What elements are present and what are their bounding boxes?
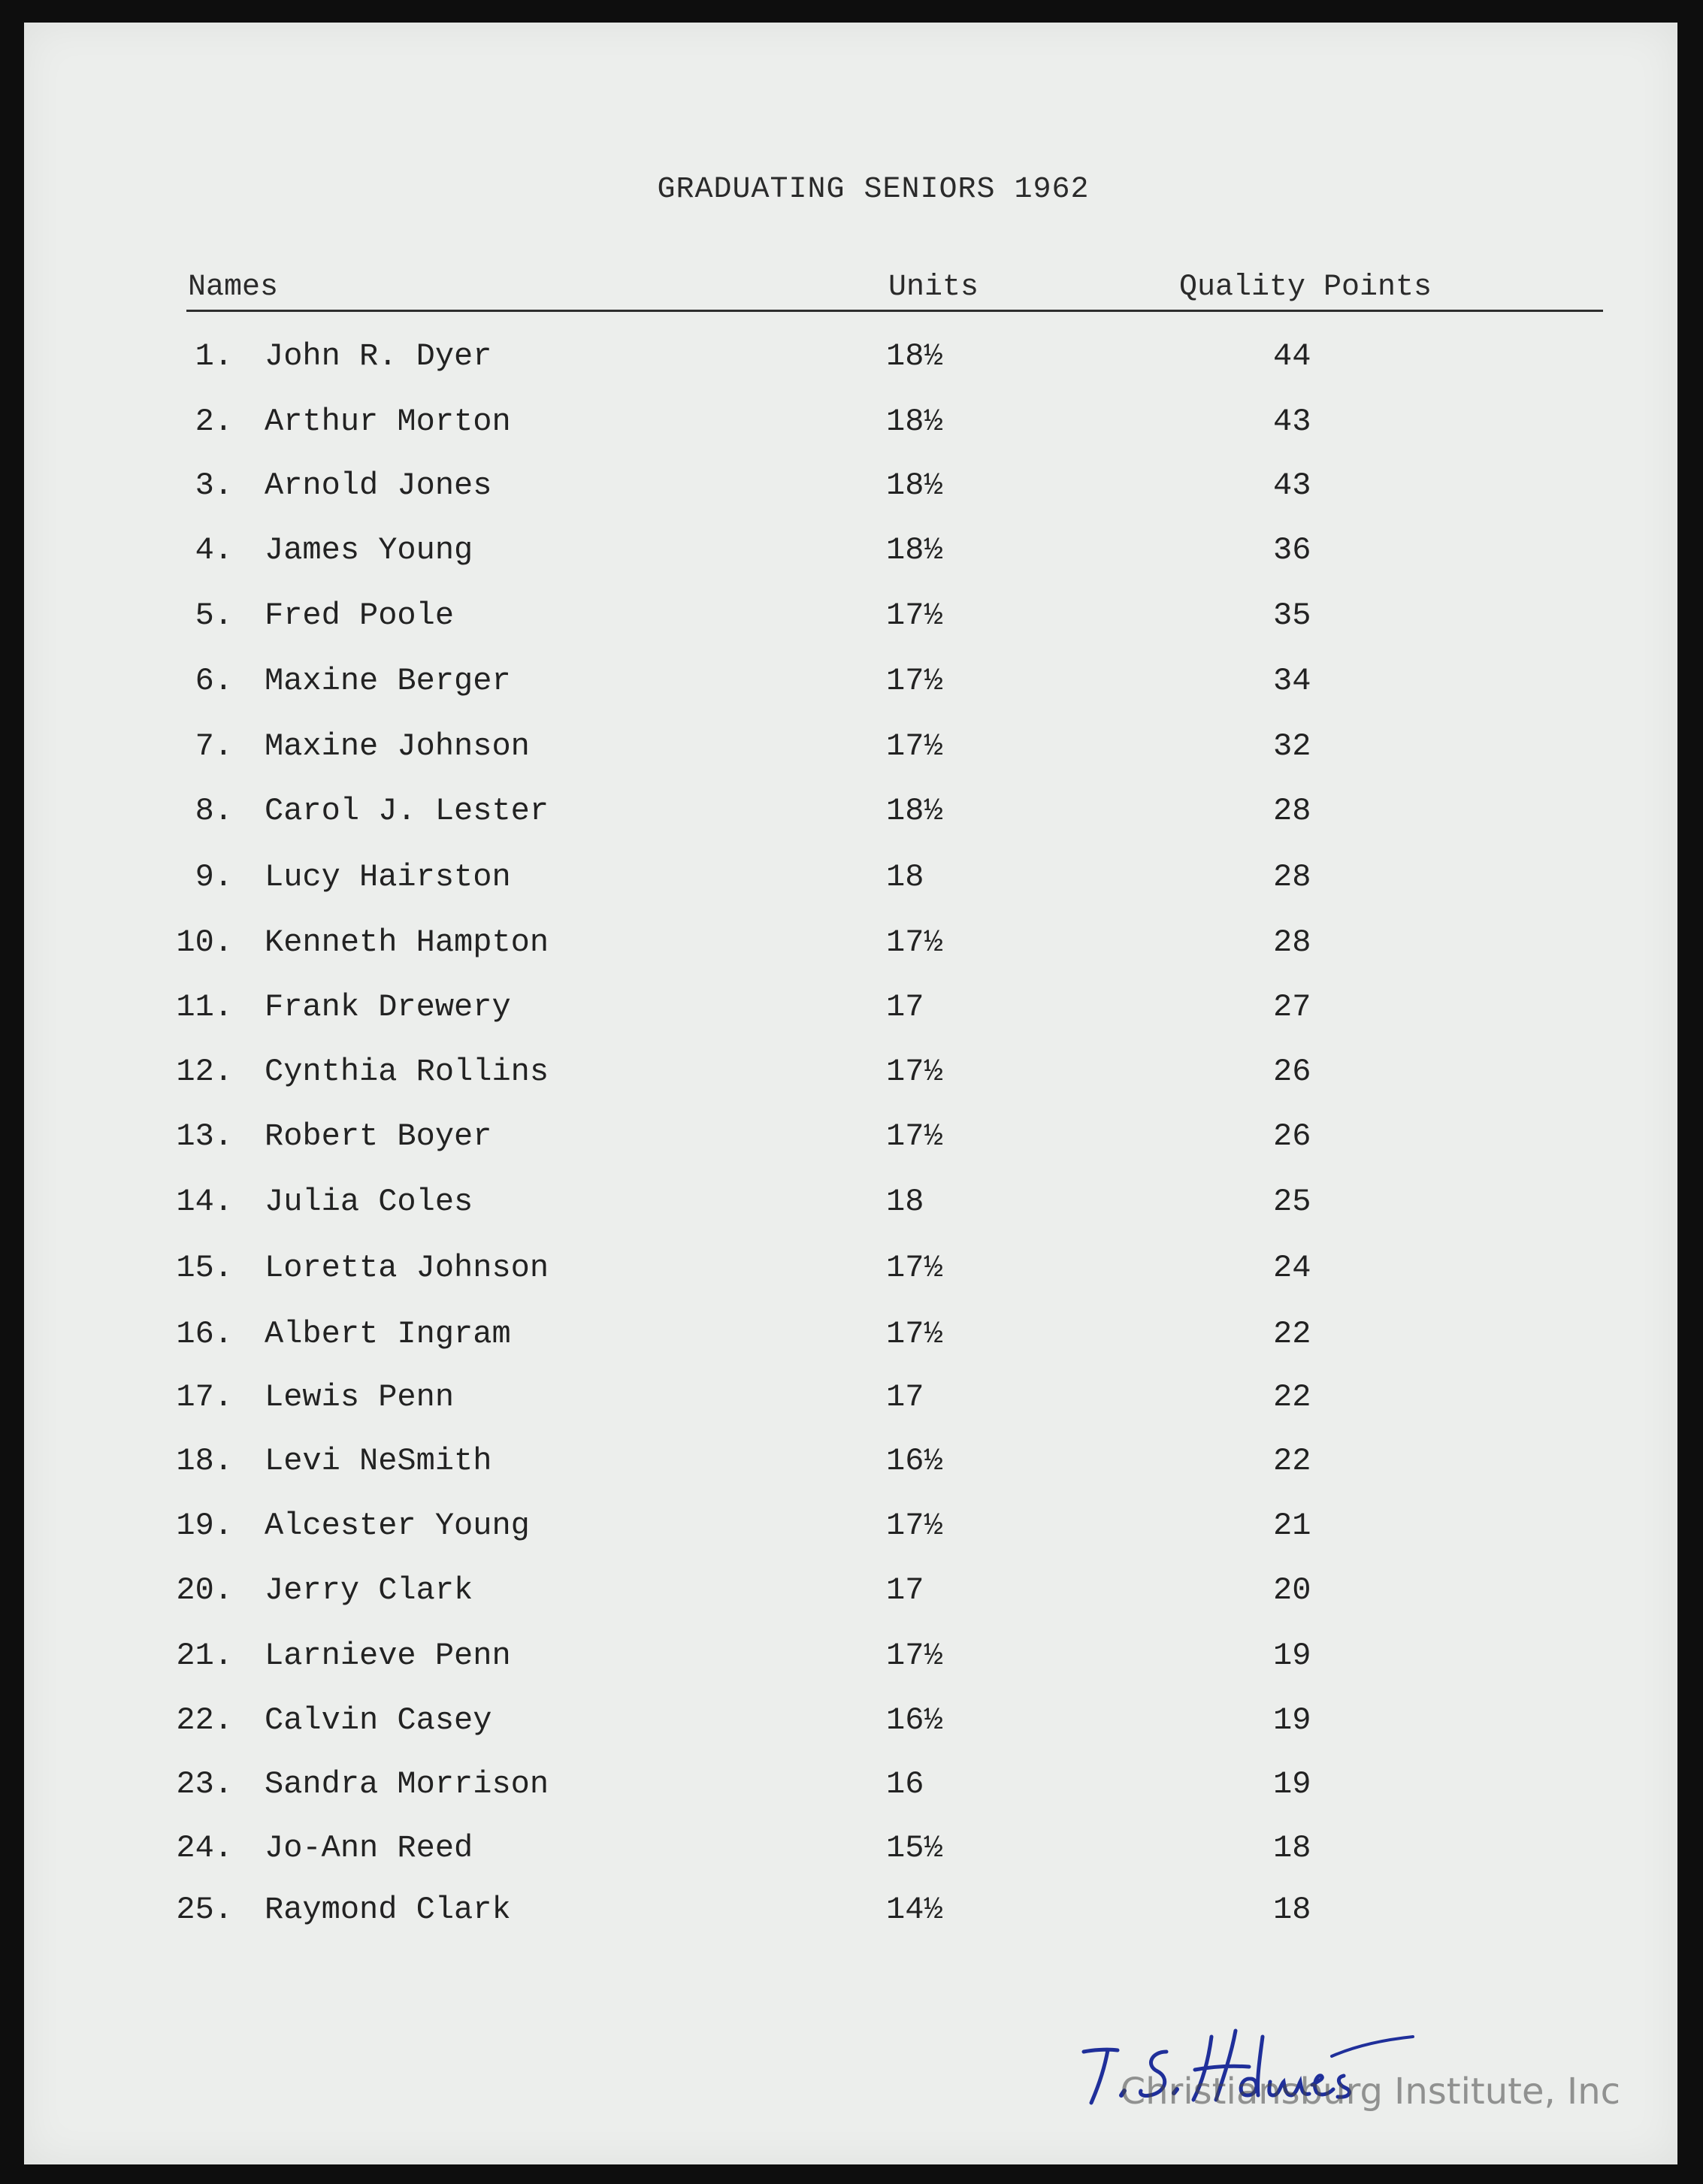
student-name: Julia Coles [265, 1184, 473, 1220]
units-value: 18½ [886, 404, 943, 440]
table-row [24, 924, 1677, 969]
units-value: 17½ [886, 924, 943, 960]
row-number: 3. [195, 467, 233, 504]
row-number: 4. [195, 532, 233, 568]
student-name: Calvin Casey [265, 1702, 492, 1738]
student-name: Jo-Ann Reed [265, 1830, 473, 1866]
student-name: Cynthia Rollins [265, 1054, 549, 1090]
student-name: Maxine Berger [265, 663, 511, 699]
quality-points-value: 18 [1273, 1830, 1311, 1866]
row-number: 12. [176, 1054, 233, 1090]
quality-points-value: 44 [1273, 338, 1311, 374]
row-number: 2. [195, 404, 233, 440]
units-value: 18 [886, 1184, 924, 1220]
row-number: 19. [176, 1508, 233, 1544]
units-value: 17 [886, 1572, 924, 1608]
row-number: 16. [176, 1316, 233, 1352]
units-value: 17½ [886, 597, 943, 634]
table-row [24, 404, 1677, 449]
table-row [24, 467, 1677, 513]
units-value: 16 [886, 1766, 924, 1802]
units-value: 17½ [886, 1638, 943, 1674]
quality-points-value: 19 [1273, 1702, 1311, 1738]
row-number: 21. [176, 1638, 233, 1674]
quality-points-value: 24 [1273, 1250, 1311, 1286]
units-value: 18½ [886, 338, 943, 374]
row-number: 13. [176, 1118, 233, 1154]
row-number: 11. [176, 989, 233, 1025]
header-quality-points: Quality Points [1179, 271, 1432, 304]
quality-points-value: 21 [1273, 1508, 1311, 1544]
quality-points-value: 28 [1273, 859, 1311, 895]
quality-points-value: 34 [1273, 663, 1311, 699]
row-number: 7. [195, 728, 233, 764]
table-row [24, 989, 1677, 1034]
row-number: 1. [195, 338, 233, 374]
document-title: GRADUATING SENIORS 1962 [657, 173, 1090, 207]
row-number: 24. [176, 1830, 233, 1866]
table-row [24, 728, 1677, 773]
row-number: 14. [176, 1184, 233, 1220]
units-value: 17½ [886, 1054, 943, 1090]
quality-points-value: 20 [1273, 1572, 1311, 1608]
header-names: Names [188, 271, 279, 304]
row-number: 9. [195, 859, 233, 895]
table-row [24, 1638, 1677, 1683]
units-value: 17 [886, 989, 924, 1025]
quality-points-value: 25 [1273, 1184, 1311, 1220]
header-units: Units [888, 271, 979, 304]
row-number: 17. [176, 1379, 233, 1415]
units-value: 15½ [886, 1830, 943, 1866]
units-value: 16½ [886, 1443, 943, 1479]
table-row [24, 1316, 1677, 1361]
table-row [24, 1250, 1677, 1295]
units-value: 17½ [886, 1316, 943, 1352]
units-value: 17 [886, 1379, 924, 1415]
quality-points-value: 18 [1273, 1892, 1311, 1928]
row-number: 6. [195, 663, 233, 699]
table-row [24, 1184, 1677, 1229]
table-row [24, 1892, 1677, 1937]
units-value: 17½ [886, 663, 943, 699]
units-value: 17½ [886, 1118, 943, 1154]
quality-points-value: 26 [1273, 1054, 1311, 1090]
student-name: Albert Ingram [265, 1316, 511, 1352]
quality-points-value: 22 [1273, 1379, 1311, 1415]
student-name: Sandra Morrison [265, 1766, 549, 1802]
table-row [24, 1118, 1677, 1163]
table-row [24, 663, 1677, 708]
student-name: Frank Drewery [265, 989, 511, 1025]
table-row [24, 1443, 1677, 1488]
student-name: Lucy Hairston [265, 859, 511, 895]
student-name: Larnieve Penn [265, 1638, 511, 1674]
row-number: 8. [195, 793, 233, 829]
row-number: 10. [176, 924, 233, 960]
table-row [24, 793, 1677, 838]
quality-points-value: 26 [1273, 1118, 1311, 1154]
row-number: 20. [176, 1572, 233, 1608]
student-name: Levi NeSmith [265, 1443, 492, 1479]
row-number: 5. [195, 597, 233, 634]
units-value: 17½ [886, 1250, 943, 1286]
units-value: 18½ [886, 467, 943, 504]
units-value: 17½ [886, 1508, 943, 1544]
quality-points-value: 36 [1273, 532, 1311, 568]
table-row [24, 532, 1677, 577]
quality-points-value: 43 [1273, 467, 1311, 504]
table-row [24, 1572, 1677, 1617]
student-name: Carol J. Lester [265, 793, 549, 829]
table-row [24, 1702, 1677, 1747]
table-row [24, 1054, 1677, 1099]
table-row [24, 1766, 1677, 1811]
watermark-text: Christiansburg Institute, Inc [1120, 2071, 1620, 2113]
quality-points-value: 19 [1273, 1766, 1311, 1802]
student-name: Maxine Johnson [265, 728, 530, 764]
student-name: Kenneth Hampton [265, 924, 549, 960]
student-name: Lewis Penn [265, 1379, 455, 1415]
row-number: 15. [176, 1250, 233, 1286]
student-name: Fred Poole [265, 597, 455, 634]
row-number: 22. [176, 1702, 233, 1738]
student-name: Arnold Jones [265, 467, 492, 504]
units-value: 18½ [886, 793, 943, 829]
document-page [24, 23, 1677, 2164]
table-row [24, 1830, 1677, 1875]
student-name: Loretta Johnson [265, 1250, 549, 1286]
units-value: 16½ [886, 1702, 943, 1738]
student-name: Robert Boyer [265, 1118, 492, 1154]
table-row [24, 1508, 1677, 1553]
table-row [24, 1379, 1677, 1424]
units-value: 18½ [886, 532, 943, 568]
student-name: James Young [265, 532, 473, 568]
quality-points-value: 32 [1273, 728, 1311, 764]
header-underline [186, 310, 1603, 312]
quality-points-value: 43 [1273, 404, 1311, 440]
quality-points-value: 28 [1273, 924, 1311, 960]
student-name: Alcester Young [265, 1508, 530, 1544]
quality-points-value: 22 [1273, 1443, 1311, 1479]
row-number: 25. [176, 1892, 233, 1928]
quality-points-value: 27 [1273, 989, 1311, 1025]
row-number: 23. [176, 1766, 233, 1802]
table-row [24, 338, 1677, 383]
units-value: 14½ [886, 1892, 943, 1928]
student-name: Raymond Clark [265, 1892, 511, 1928]
student-name: Arthur Morton [265, 404, 511, 440]
quality-points-value: 28 [1273, 793, 1311, 829]
row-number: 18. [176, 1443, 233, 1479]
units-value: 18 [886, 859, 924, 895]
units-value: 17½ [886, 728, 943, 764]
student-name: Jerry Clark [265, 1572, 473, 1608]
quality-points-value: 22 [1273, 1316, 1311, 1352]
student-name: John R. Dyer [265, 338, 492, 374]
table-row [24, 597, 1677, 643]
quality-points-value: 19 [1273, 1638, 1311, 1674]
table-row [24, 859, 1677, 904]
quality-points-value: 35 [1273, 597, 1311, 634]
